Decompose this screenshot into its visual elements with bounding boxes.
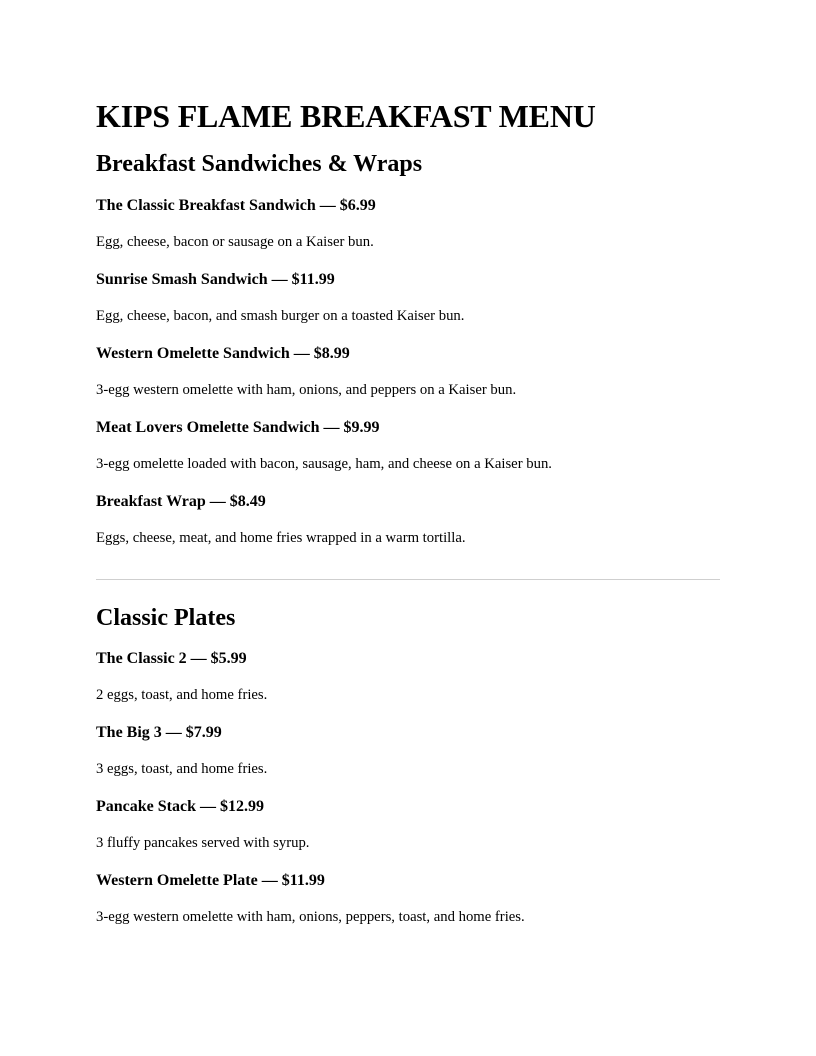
menu-item-description: 3 eggs, toast, and home fries. [96,761,268,777]
menu-item-list [96,649,720,926]
menu-title: KIPS FLAME BREAKFAST MENU [96,98,596,134]
menu-item-description: 3-egg western omelette with ham, onions, and peppers on a Kaiser bun. [96,382,517,398]
menu-item-name: Sunrise Smash Sandwich — $11.99 [96,271,335,288]
menu-item [96,797,720,852]
menu-item [96,270,720,325]
section-classic-plates [96,604,720,926]
menu-item [96,649,720,704]
menu-item [96,418,720,473]
menu-item [96,492,720,547]
menu-content [96,96,720,926]
menu-item-name: The Classic Breakfast Sandwich — $6.99 [96,197,376,214]
menu-item-name: The Classic 2 — $5.99 [96,650,247,667]
menu-item-name: Western Omelette Plate — $11.99 [96,872,325,889]
menu-item [96,723,720,778]
menu-item-list [96,196,720,547]
section-divider-wrap [96,579,720,580]
menu-item-description: 3-egg western omelette with ham, onions, peppers, toast, and home fries. [96,909,525,925]
section-breakfast-sandwiches [96,150,720,547]
menu-item-description: Egg, cheese, bacon or sausage on a Kaiser bun. [96,234,374,250]
menu-item [96,196,720,251]
menu-item-description: Egg, cheese, bacon, and smash burger on a toasted Kaiser bun. [96,308,465,324]
menu-item-name: Meat Lovers Omelette Sandwich — $9.99 [96,419,380,436]
menu-item [96,344,720,399]
menu-item-name: Pancake Stack — $12.99 [96,798,264,815]
menu-item-description: Eggs, cheese, meat, and home fries wrapped in a warm tortilla. [96,530,466,546]
menu-item-description: 3 fluffy pancakes served with syrup. [96,835,310,851]
menu-item-name: Western Omelette Sandwich — $8.99 [96,345,350,362]
section-divider [96,579,720,580]
section-heading: Classic Plates [96,605,236,631]
menu-item-description: 2 eggs, toast, and home fries. [96,687,268,703]
menu-item-name: The Big 3 — $7.99 [96,724,222,741]
menu-item [96,871,720,926]
menu-item-description: 3-egg omelette loaded with bacon, sausage, ham, and cheese on a Kaiser bun. [96,456,552,472]
section-heading: Breakfast Sandwiches & Wraps [96,151,423,177]
menu-item-name: Breakfast Wrap — $8.49 [96,493,266,510]
